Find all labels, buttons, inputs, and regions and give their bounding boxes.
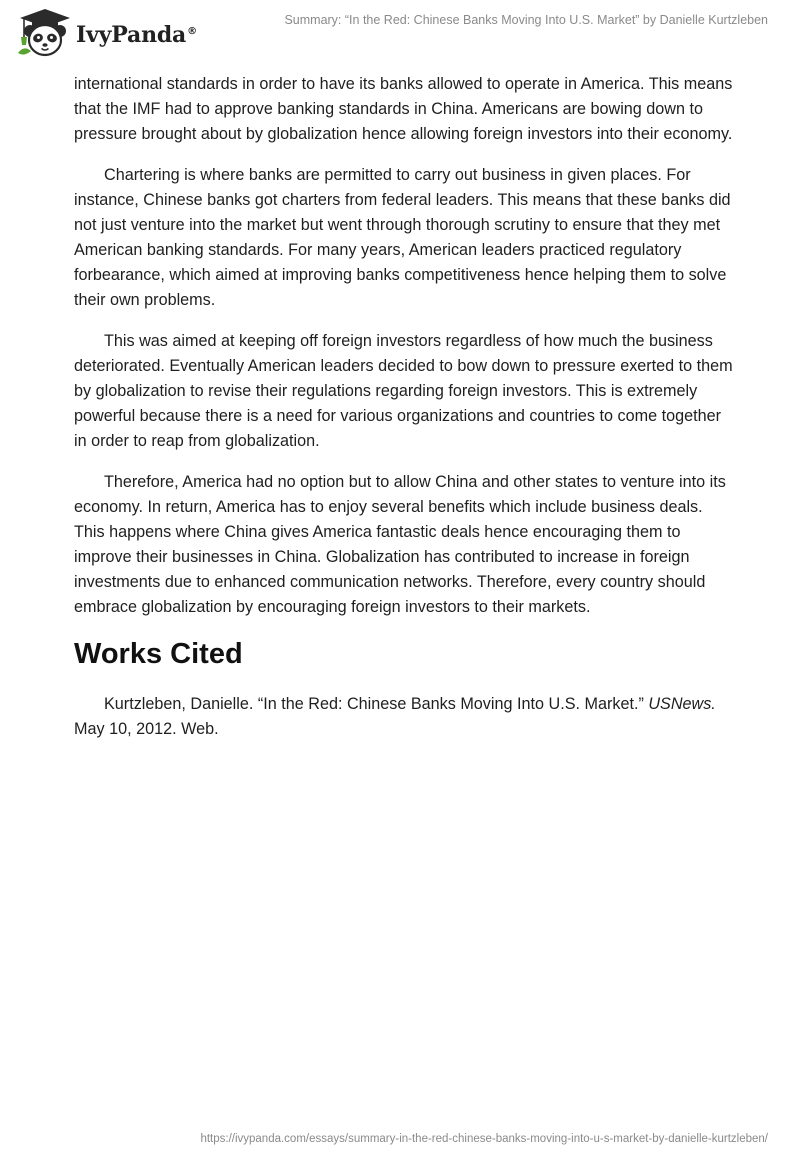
ivypanda-logo[interactable] <box>16 7 197 59</box>
panda-graduate-icon <box>16 7 74 59</box>
citation-entry <box>74 692 734 742</box>
logo-wordmark: IvyPanda® <box>76 22 197 48</box>
paragraph: Chartering is where banks are permitted to carry out business in given places. For instance, Chinese banks got charters from federal leaders. This means that these banks did not just venture into the market but went through thorough scrutiny to ensure that they met American banking standards. For many years, American leaders practiced regulatory forbearance, which aimed at improving banks competitiveness hence helping them to solve their own problems. <box>74 166 731 309</box>
essay-body <box>74 72 734 758</box>
running-title: Summary: “In the Red: Chinese Banks Moving Into U.S. Market” by Danielle Kurtzleben <box>284 13 768 27</box>
page-header <box>0 0 800 70</box>
paragraph-continued: international standards in order to have its banks allowed to operate in America. This means that the IMF had to approve banking standards in China. Americans are bowing down to pressure brought about by globalization hence allowing foreign investors into their economy. <box>74 75 733 143</box>
citation-date: May 10, 2012. Web. <box>74 720 219 738</box>
source-url-link[interactable]: https://ivypanda.com/essays/summary-in-the-red-chinese-banks-moving-into-u-s-market-by-danielle-kurtzleben/ <box>200 1133 768 1145</box>
works-cited-heading: Works Cited <box>74 638 243 670</box>
paragraph: Therefore, America had no option but to allow China and other states to venture into its economy. In return, America has to enjoy several benefits which include business deals. This happens where China gives America fantastic deals hence encouraging them to improve their businesses in China. Globalization has contributed to increase in foreign investments due to enhanced communication networks. Therefore, every country should embrace globalization by encouraging foreign investors to their markets. <box>74 473 726 616</box>
citation-text: Kurtzleben, Danielle. “In the Red: Chinese Banks Moving Into U.S. Market.” <box>104 695 644 713</box>
paragraph: This was aimed at keeping off foreign investors regardless of how much the business deteriorated. Eventually American leaders decided to bow down to pressure exerted to them by globalization to revise their regulations regarding foreign investors. This is extremely powerful because there is a need for various organizations and countries to come together in order to reap from globalization. <box>74 332 733 450</box>
citation-source: USNews. <box>648 695 716 713</box>
